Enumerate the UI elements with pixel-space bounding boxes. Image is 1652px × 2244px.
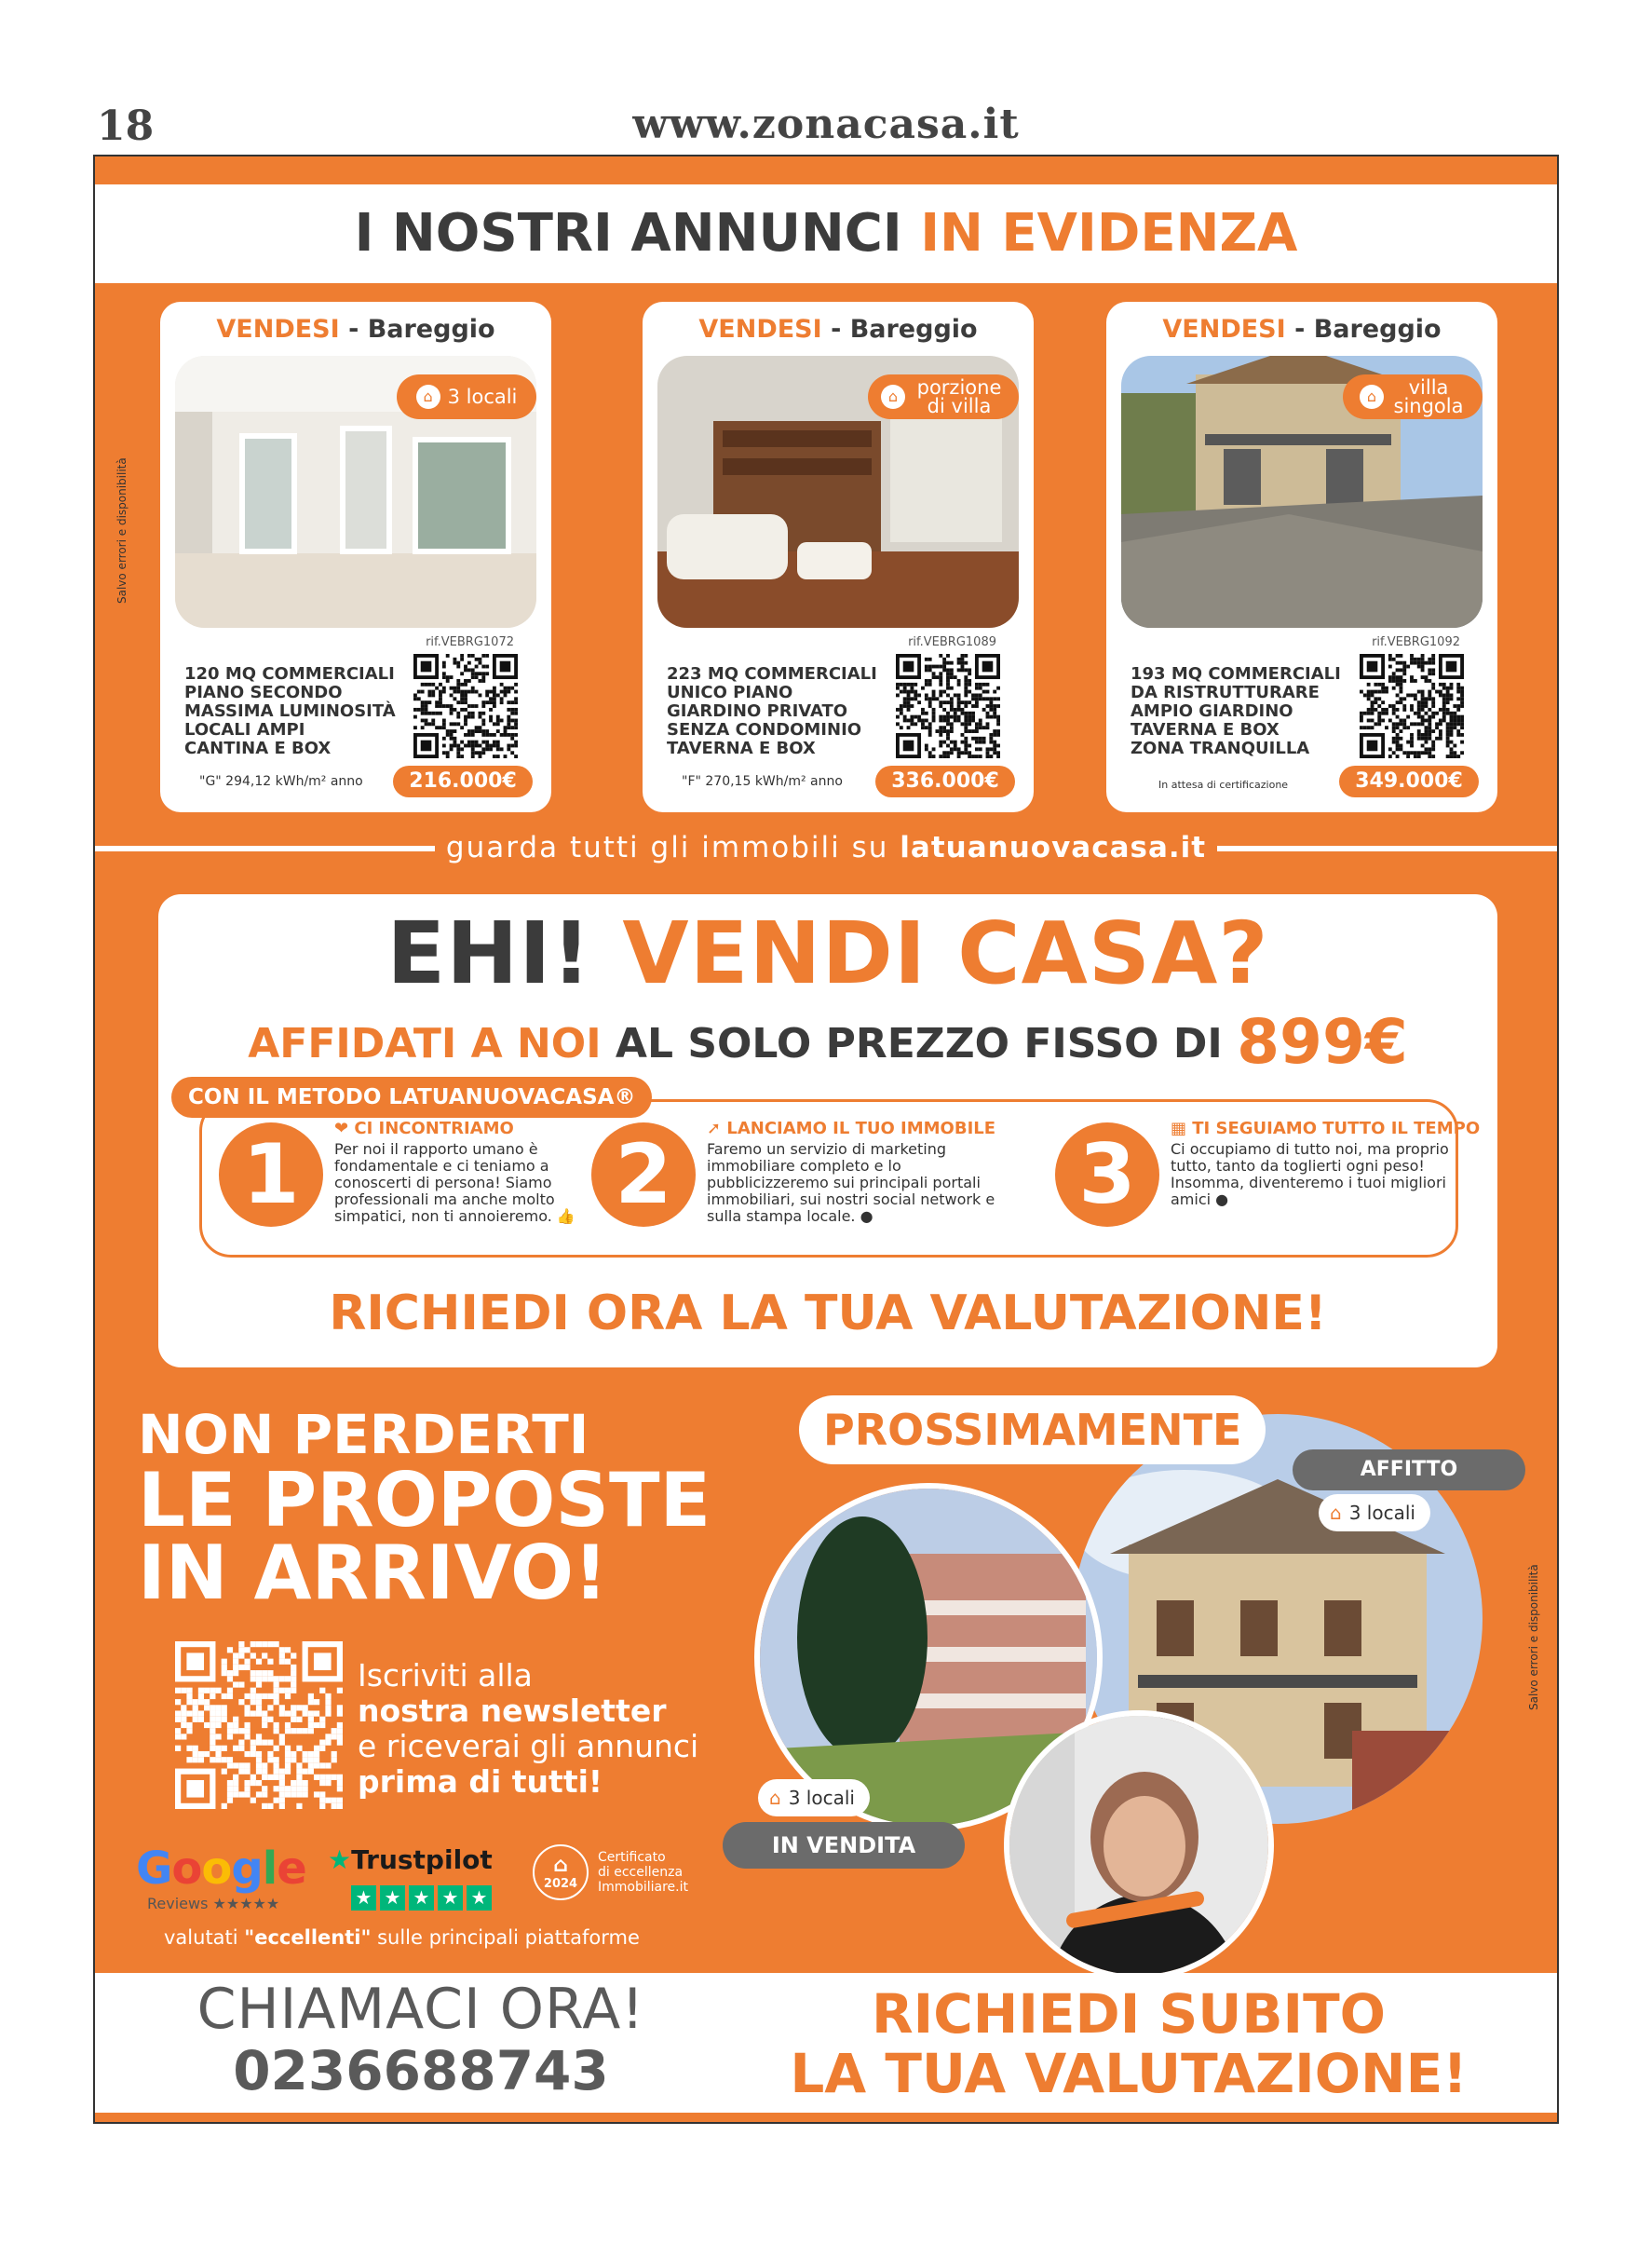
step-3 [1055, 1102, 1481, 1260]
calendar-icon: ▦ [1171, 1119, 1193, 1138]
rental-rooms-badge: ⌂ 3 locali [1319, 1494, 1430, 1531]
see-all-banner[interactable] [95, 829, 1557, 866]
listing-card-2[interactable] [643, 302, 1034, 812]
listing-city: - Bareggio [339, 315, 495, 344]
coming-soon-title: PROSSIMAMENTE [799, 1395, 1266, 1464]
type-badge: ⌂ villa singola [1343, 374, 1483, 419]
type-badge: ⌂ porzione di villa [868, 374, 1019, 419]
step-title: ▦ TI SEGUIAMO TUTTO IL TEMPO [1171, 1119, 1481, 1138]
step-text: Faremo un servizio di marketing immobiliare completo e lo pubblicizzeremo sui principali portali immobiliari, sui nostri social network e sulla stampa locale. ● [707, 1140, 995, 1225]
listing-tag: VENDESI [216, 315, 340, 344]
rental-tag: AFFITTO [1293, 1449, 1525, 1490]
ratings-note: valutati "eccellenti" sulle principali piattaforme [164, 1926, 640, 1949]
disclaimer-left: Salvo errori e disponibilità [115, 457, 129, 604]
house-icon: ⌂ [1360, 385, 1384, 409]
listing-title [160, 315, 551, 344]
listing-city: - Bareggio [821, 315, 978, 344]
sale-rooms-badge: ⌂ 3 locali [758, 1779, 870, 1816]
disclaimer-right: Salvo errori e disponibilità [1527, 1564, 1540, 1710]
listing-price: 216.000€ [393, 766, 533, 797]
listing-card-3[interactable] [1106, 302, 1497, 812]
step-text: Ci occupiamo di tutto noi, ma proprio tutto, tanto da toglierti ogni peso! Insomma, diventeremo i tuoi migliori amici ● [1171, 1140, 1449, 1208]
newsletter-qr-icon[interactable] [175, 1641, 343, 1809]
listing-price: 349.000€ [1339, 766, 1479, 797]
trustpilot-stars: ★ ★ ★ ★ ★ [351, 1885, 492, 1911]
step-title: ➚ LANCIAMO IL TUO IMMOBILE [707, 1119, 996, 1138]
listing-title [643, 315, 1034, 344]
listing-tag: VENDESI [1162, 315, 1286, 344]
agent-photo [1004, 1710, 1274, 1980]
step-text: Per noi il rapporto umano è fondamentale e ci teniamo a conoscerti di persona! Siamo professionali ma anche molto simpatici, non ti annoieremo. 👍 [334, 1140, 575, 1225]
sell-house-box [158, 894, 1497, 1367]
newsletter-headline: NON PERDERTI LE PROPOSTE IN ARRIVO! [138, 1403, 711, 1616]
listing-description: 193 MQ COMMERCIALI DA RISTRUTTURARE AMPIO GIARDINO TAVERNA E BOX ZONA TRANQUILLA [1131, 664, 1341, 758]
listing-city: - Bareggio [1285, 315, 1442, 344]
energy-class: In attesa di certificazione [1158, 779, 1289, 791]
headline-part1: I NOSTRI ANNUNCI [354, 203, 921, 264]
rooms-badge: ⌂ 3 locali [397, 374, 536, 419]
house-icon: ⌂ [416, 385, 440, 409]
energy-class: "F" 270,15 kWh/m² anno [682, 774, 843, 789]
listing-tag: VENDESI [698, 315, 822, 344]
trustpilot-logo: ★Trustpilot [328, 1844, 493, 1875]
listing-ref: rif.VEBRG1072 [426, 635, 514, 649]
listing-card-1[interactable] [160, 302, 551, 812]
step-number: 3 [1055, 1122, 1159, 1227]
google-reviews-label: Reviews ★★★★★ [147, 1895, 280, 1912]
rocket-icon: ➚ [707, 1119, 727, 1138]
advert-frame [93, 155, 1559, 2124]
listing-description: 223 MQ COMMERCIALI UNICO PIANO GIARDINO PRIVATO SENZA CONDOMINIO TAVERNA E BOX [667, 664, 877, 758]
sell-subtitle: AFFIDATI A NOI AL SOLO PREZZO FISSO DI 899€ [248, 1006, 1408, 1078]
qr-code-icon[interactable] [1360, 654, 1464, 758]
step-1 [219, 1102, 610, 1260]
phone-number[interactable]: 0236688743 [233, 2039, 609, 2102]
certification-badge: ⌂ 2024 Certificato di eccellenza Immobiliare.it [533, 1844, 688, 1900]
house-icon: ⌂ [881, 385, 905, 409]
listing-description: 120 MQ COMMERCIALI PIANO SECONDO MASSIMA LUMINOSITÀ LOCALI AMPI CANTINA E BOX [184, 664, 396, 758]
call-now-label: CHIAMACI ORA! [196, 1977, 645, 2042]
valuation-cta[interactable]: RICHIEDI ORA LA TUA VALUTAZIONE! [329, 1285, 1327, 1341]
sell-title: EHI! VENDI CASA? [386, 904, 1269, 1003]
page-number: 18 [97, 102, 155, 150]
qr-code-icon[interactable] [413, 654, 518, 758]
listing-title [1106, 315, 1497, 344]
award-seal-icon: ⌂ 2024 [533, 1844, 589, 1900]
section-headline [95, 184, 1557, 283]
step-number: 1 [219, 1122, 323, 1227]
method-pill: CON IL METODO LATUANUOVACASA® [171, 1077, 652, 1118]
contact-band [95, 1973, 1557, 2113]
google-logo: Google [136, 1843, 306, 1895]
listing-ref: rif.VEBRG1092 [1372, 635, 1460, 649]
step-title: ❤ CI INCONTRIAMO [334, 1119, 514, 1138]
house-icon: ⌂ [1330, 1502, 1342, 1524]
see-all-text: guarda tutti gli immobili su latuanuovacasa.it [435, 831, 1217, 864]
headline-part2: IN EVIDENZA [920, 203, 1298, 264]
step-number: 2 [591, 1122, 696, 1227]
energy-class: "G" 294,12 kWh/m² anno [199, 774, 363, 789]
see-all-site-link[interactable]: latuanuovacasa.it [900, 831, 1207, 864]
sale-tag: IN VENDITA [723, 1822, 965, 1869]
step-2 [591, 1102, 1020, 1260]
house-icon: ⌂ [769, 1787, 781, 1809]
request-valuation[interactable]: RICHIEDI SUBITO LA TUA VALUTAZIONE! [790, 1982, 1468, 2105]
heart-icon: ❤ [334, 1119, 355, 1138]
fixed-price: 899€ [1237, 1006, 1408, 1078]
listing-price: 336.000€ [875, 766, 1015, 797]
newsletter-text: Iscriviti alla nostra newsletter e riceverai gli annunci prima di tutti! [358, 1657, 699, 1800]
listing-ref: rif.VEBRG1089 [908, 635, 996, 649]
site-url[interactable]: www.zonacasa.it [632, 101, 1020, 148]
qr-code-icon[interactable] [896, 654, 1000, 758]
method-steps [199, 1099, 1481, 1258]
star-icon: ★ [328, 1844, 352, 1875]
